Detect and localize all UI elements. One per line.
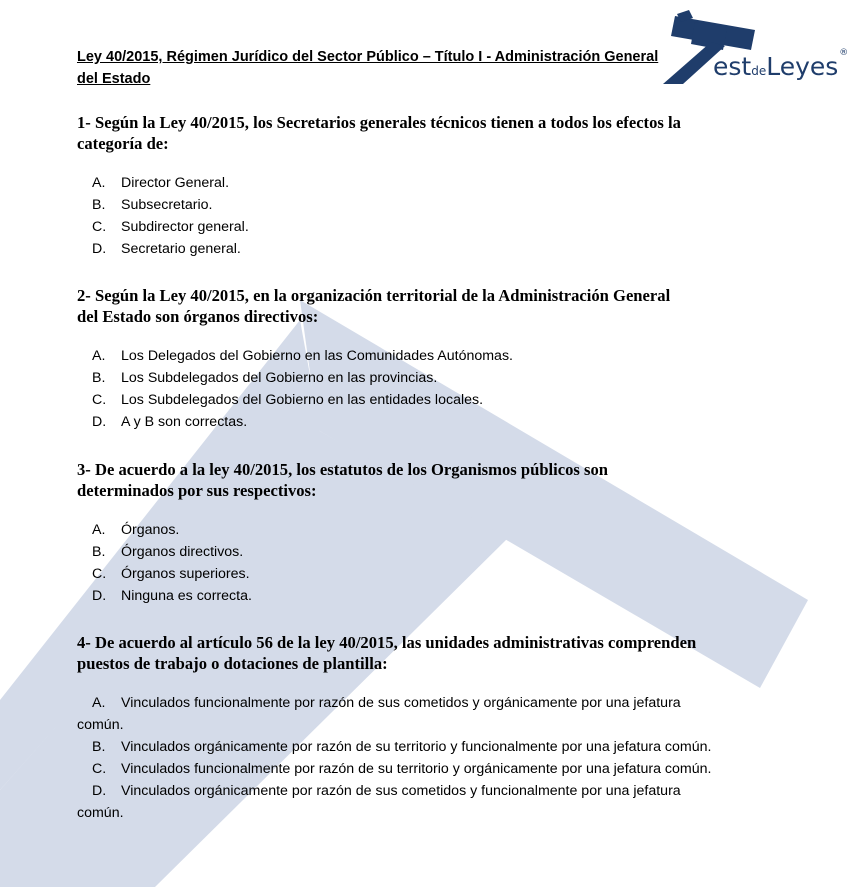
option-letter: A. xyxy=(92,348,106,364)
option-letter: D. xyxy=(92,783,107,799)
option-d[interactable] xyxy=(77,585,677,607)
option-text: Subsecretario. xyxy=(121,197,213,213)
options-list xyxy=(77,692,727,824)
option-b[interactable] xyxy=(77,541,677,563)
option-a[interactable] xyxy=(77,692,727,736)
option-c[interactable] xyxy=(77,563,677,585)
option-text: Órganos directivos. xyxy=(121,544,244,560)
option-letter: D. xyxy=(92,241,107,257)
option-text: A y B son correctas. xyxy=(121,414,248,430)
option-text: Secretario general. xyxy=(121,241,241,257)
option-b[interactable] xyxy=(77,736,727,758)
option-letter: C. xyxy=(92,761,107,777)
option-letter: C. xyxy=(92,219,107,235)
question-text: 3- De acuerdo a la ley 40/2015, los estatutos de los Organismos públicos son determinados por sus respectivos: xyxy=(77,460,609,500)
option-text: Los Subdelegados del Gobierno en las entidades locales. xyxy=(121,392,484,408)
option-letter: B. xyxy=(92,197,106,213)
option-letter: B. xyxy=(92,370,106,386)
option-text: Director General. xyxy=(121,175,230,191)
option-c[interactable] xyxy=(77,389,677,411)
logo-part2: de xyxy=(751,64,767,78)
question-2 xyxy=(77,285,677,433)
brand-logo xyxy=(713,48,849,81)
option-d[interactable] xyxy=(77,238,742,260)
document-header: Ley 40/2015, Régimen Jurídico del Sector Público – Título I - Administración General del Estado xyxy=(77,49,659,87)
option-text: Subdirector general. xyxy=(121,219,249,235)
option-a[interactable] xyxy=(77,519,677,541)
option-letter: B. xyxy=(92,739,106,755)
option-letter: B. xyxy=(92,544,106,560)
options-list xyxy=(77,172,742,260)
option-text: Ninguna es correcta. xyxy=(121,588,252,604)
option-text: Vinculados funcionalmente por razón de sus cometidos y orgánicamente por una jefatura común. xyxy=(77,695,681,733)
option-letter: A. xyxy=(92,175,106,191)
option-text: Vinculados orgánicamente por razón de sus cometidos y funcionalmente por una jefatura común. xyxy=(77,783,681,821)
question-text: 2- Según la Ley 40/2015, en la organización territorial de la Administración General del Estado son órganos directivos: xyxy=(77,286,671,326)
option-a[interactable] xyxy=(77,345,677,367)
option-letter: C. xyxy=(92,566,107,582)
option-text: Órganos superiores. xyxy=(121,566,250,582)
option-letter: C. xyxy=(92,392,107,408)
option-text: Órganos. xyxy=(121,522,180,538)
question-4 xyxy=(77,632,727,824)
options-list xyxy=(77,345,677,433)
option-d[interactable] xyxy=(77,780,727,824)
logo-part1: est xyxy=(713,52,752,81)
option-text: Vinculados orgánicamente por razón de su territorio y funcionalmente por una jefatura común. xyxy=(121,739,712,755)
option-text: Vinculados funcionalmente por razón de su territorio y orgánicamente por una jefatura común. xyxy=(121,761,712,777)
logo-registered-mark: ® xyxy=(839,48,849,58)
option-c[interactable] xyxy=(77,758,727,780)
option-letter: A. xyxy=(92,695,106,711)
option-a[interactable] xyxy=(77,172,742,194)
question-3 xyxy=(77,459,677,607)
question-text: 1- Según la Ley 40/2015, los Secretarios generales técnicos tienen a todos los efectos la categoría de: xyxy=(77,113,681,153)
option-d[interactable] xyxy=(77,411,677,433)
option-letter: D. xyxy=(92,414,107,430)
options-list xyxy=(77,519,677,607)
option-text: Los Subdelegados del Gobierno en las provincias. xyxy=(121,370,438,386)
option-text: Los Delegados del Gobierno en las Comunidades Autónomas. xyxy=(121,348,513,364)
option-letter: A. xyxy=(92,522,106,538)
option-c[interactable] xyxy=(77,216,742,238)
option-b[interactable] xyxy=(77,367,677,389)
logo-part3: Leyes xyxy=(766,52,839,81)
question-1 xyxy=(77,112,742,260)
option-letter: D. xyxy=(92,588,107,604)
option-b[interactable] xyxy=(77,194,742,216)
question-text: 4- De acuerdo al artículo 56 de la ley 40/2015, las unidades administrativas comprenden puestos de trabajo o dotaciones de plantilla: xyxy=(77,633,697,673)
